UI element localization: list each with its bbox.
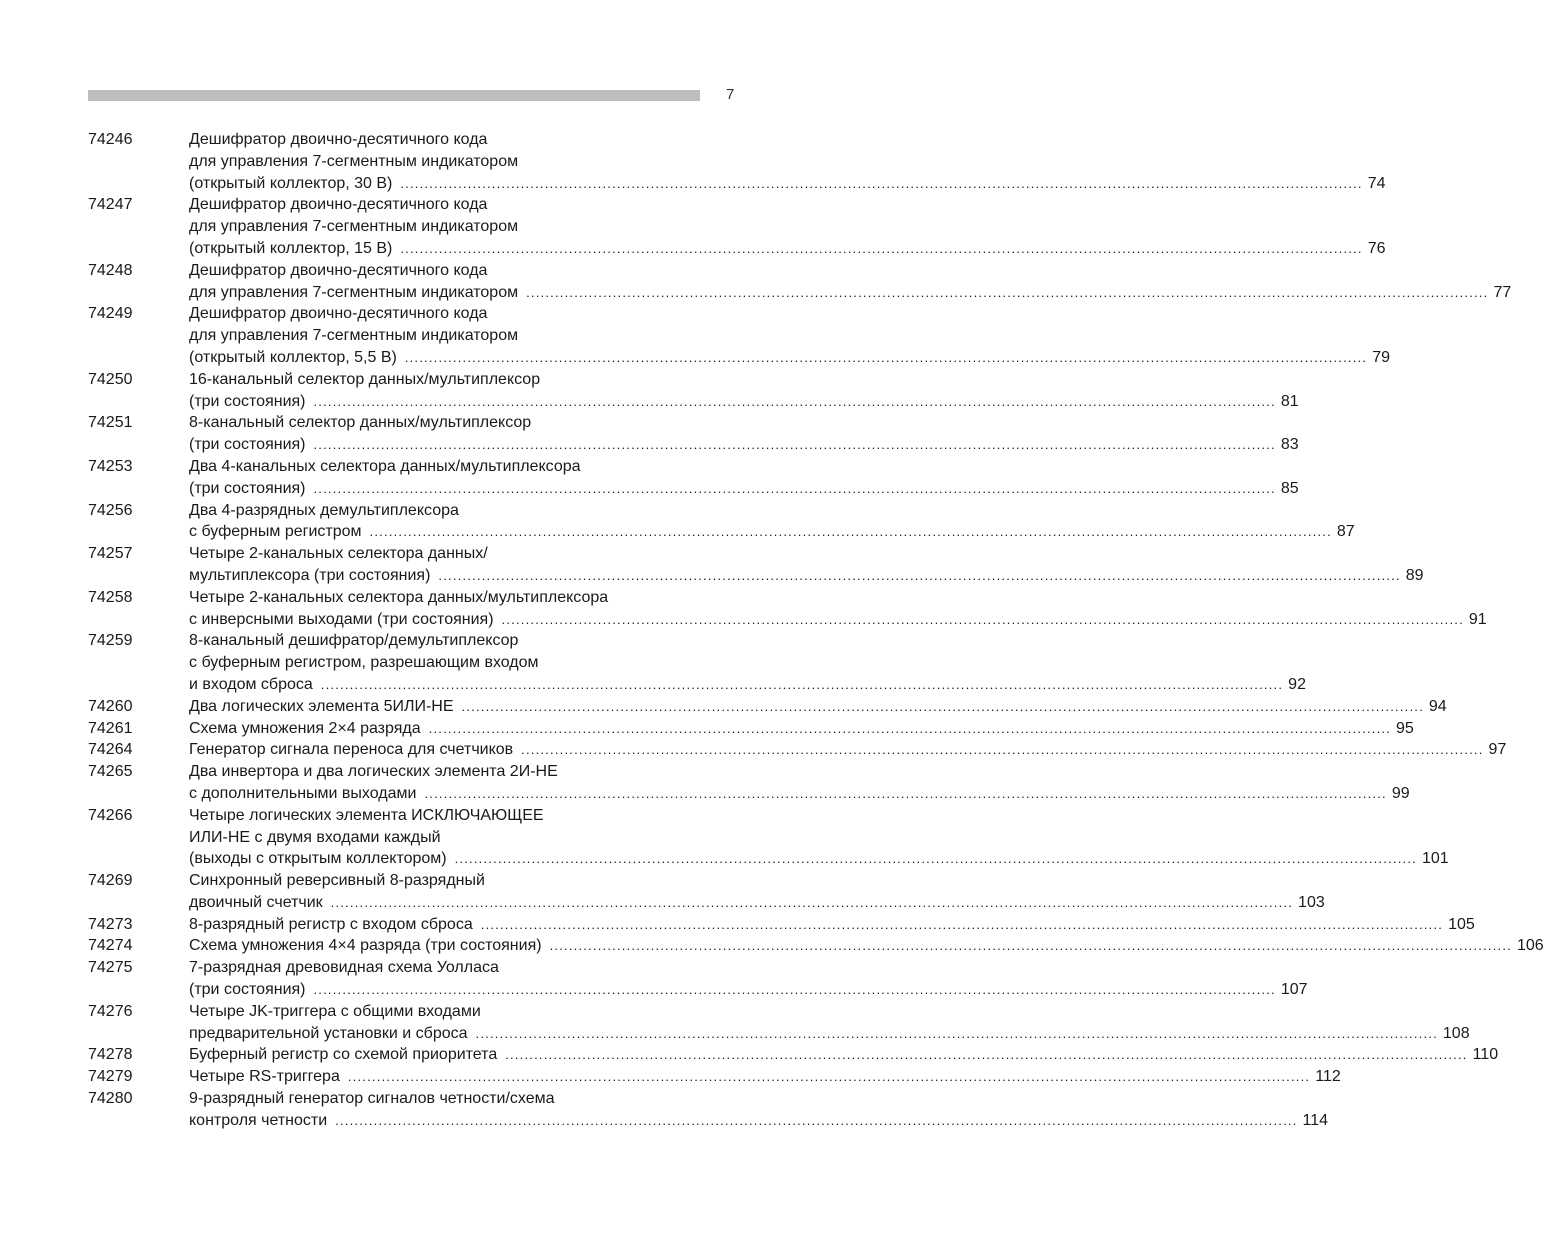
- toc-entry-title: [189, 761, 1410, 805]
- toc-entry-title: [189, 260, 1511, 304]
- dot-leader: [429, 718, 1391, 740]
- toc-entry-page-number: 105: [1448, 915, 1475, 933]
- toc-entry-leader-line: [189, 565, 1424, 587]
- toc-entry-title-line: Дешифратор двоично-десятичного кода: [189, 305, 488, 323]
- toc-entry-code: 74253: [88, 457, 133, 475]
- toc-entry-leader-line: [189, 935, 1544, 957]
- toc-entry-code: 74259: [88, 632, 133, 650]
- toc-entry-code: 74273: [88, 915, 133, 933]
- dot-leader: [505, 1044, 1467, 1066]
- dot-leader: [476, 1023, 1438, 1045]
- dot-leader: [455, 848, 1417, 870]
- toc-entry-title: [189, 500, 1355, 544]
- toc-entry-title-line: Четыре 2-канальных селектора данных/: [189, 545, 488, 563]
- toc-entry-title-line: 8-канальный дешифратор/демультиплексор: [189, 632, 519, 650]
- toc-entry-code: 74260: [88, 697, 133, 715]
- toc-entry-code: 74251: [88, 414, 133, 432]
- dot-leader: [405, 347, 1367, 369]
- toc-entry-code: 74264: [88, 741, 133, 759]
- toc-entry-title: [189, 194, 1386, 259]
- toc-entry-title-line: Четыре JK-триггера с общими входами: [189, 1002, 481, 1020]
- toc-entry-title-line: 8-канальный селектор данных/мультиплексор: [189, 414, 532, 432]
- toc-entry-title: [189, 957, 1308, 1001]
- toc-entry: [88, 630, 1306, 695]
- dot-leader: [462, 696, 1424, 718]
- toc-entry-page-number: 101: [1422, 850, 1449, 868]
- toc-entry-page-number: 92: [1288, 675, 1306, 693]
- toc-entry-title: [189, 456, 1299, 500]
- toc-entry-title-line: для управления 7-сегментным индикатором: [189, 152, 519, 170]
- toc-entry-title-line: Четыре логических элемента ИСКЛЮЧАЮЩЕЕ: [189, 806, 544, 824]
- dot-leader: [314, 979, 1276, 1001]
- toc-entry-title: [189, 303, 1390, 368]
- toc-entry: [88, 129, 1386, 194]
- toc-entry-title-line: (три состояния): [189, 479, 306, 497]
- toc-entry: [88, 1044, 1499, 1066]
- dot-leader: [400, 173, 1362, 195]
- toc-entry-page-number: 95: [1396, 719, 1414, 737]
- toc-entry-page-number: 114: [1302, 1111, 1329, 1129]
- dot-leader: [314, 391, 1276, 413]
- dot-leader: [438, 565, 1400, 587]
- dot-leader: [331, 892, 1293, 914]
- toc-entry-code: 74257: [88, 545, 133, 563]
- toc-entry: [88, 935, 1544, 957]
- toc-entry-title-line: (три состояния): [189, 392, 306, 410]
- toc-entry-code: 74274: [88, 937, 133, 955]
- toc-entry-leader-line: [189, 238, 1386, 260]
- toc-entry-title: [189, 129, 1386, 194]
- toc-entry-page-number: 106: [1516, 937, 1544, 955]
- toc-entry-title-line: Дешифратор двоично-десятичного кода: [189, 196, 488, 214]
- toc-entry-leader-line: [189, 892, 1325, 914]
- toc-entry-title-line: мультиплексора (три состояния): [189, 566, 431, 584]
- toc-entry-title-line: с буферным регистром: [189, 523, 362, 541]
- toc-entry-page-number: 76: [1367, 239, 1386, 257]
- toc-entry-title: [189, 805, 1449, 870]
- toc-entry-leader-line: [189, 674, 1306, 696]
- toc-entry: [88, 456, 1299, 500]
- toc-entry-title-line: для управления 7-сегментным индикатором: [189, 218, 519, 236]
- toc-entry: [88, 957, 1308, 1001]
- toc-entry-title: [189, 696, 1447, 718]
- toc-entry-title-line: для управления 7-сегментным индикатором: [189, 283, 519, 301]
- toc-entry-leader-line: [189, 1044, 1498, 1066]
- toc-entry-leader-line: [189, 1066, 1341, 1088]
- toc-entry-leader-line: [189, 391, 1299, 413]
- toc-entry: [88, 260, 1512, 304]
- toc-entry-title: [189, 630, 1306, 695]
- toc-entry-page-number: 110: [1472, 1046, 1499, 1064]
- dot-leader: [424, 783, 1386, 805]
- toc-entry-title: [189, 587, 1487, 631]
- toc-entry: [88, 412, 1299, 456]
- toc-entry: [88, 369, 1299, 413]
- toc-entry-title: [189, 369, 1299, 413]
- toc-entry: [88, 739, 1507, 761]
- toc-entry-title: [189, 1066, 1341, 1088]
- header-rule: [88, 90, 700, 101]
- toc-entry-title: [189, 870, 1325, 914]
- toc-entry-page-number: 99: [1391, 784, 1410, 802]
- toc-entry-code: 74266: [88, 806, 133, 824]
- toc-entry-code: 74269: [88, 872, 133, 890]
- toc-entry-title-line: (открытый коллектор, 5,5 В): [189, 348, 397, 366]
- toc-entry-page-number: 107: [1280, 981, 1308, 999]
- toc-entry-title-line: Дешифратор двоично-десятичного кода: [189, 131, 488, 148]
- toc-entry: [88, 303, 1390, 368]
- toc-entry-page-number: 97: [1488, 741, 1507, 759]
- page-number: 7: [726, 86, 735, 103]
- toc-entry-title-line: Синхронный реверсивный 8-разрядный: [189, 872, 485, 890]
- toc-entry: [88, 194, 1386, 259]
- toc-entry-leader-line: [189, 609, 1487, 631]
- toc-entry-title-line: Схема умножения 2×4 разряда: [189, 719, 421, 737]
- toc-entry-title: [189, 935, 1544, 957]
- toc-entry-page-number: 103: [1298, 893, 1325, 911]
- toc-entry-title-line: двоичный счетчик: [189, 893, 323, 911]
- toc-entry-leader-line: [189, 718, 1414, 740]
- toc-entry-title-line: (выходы с открытым коллектором): [189, 850, 447, 868]
- toc-entry-leader-line: [189, 848, 1449, 870]
- toc-entry: [88, 761, 1410, 805]
- toc-entry-page-number: 83: [1280, 436, 1299, 454]
- dot-leader: [321, 674, 1283, 696]
- toc-entry-title-line: и входом сброса: [189, 675, 313, 693]
- toc-entry-leader-line: [189, 696, 1447, 718]
- toc-entry-title-line: 9-разрядный генератор сигналов четности/схема: [189, 1090, 555, 1108]
- dot-leader: [502, 609, 1464, 631]
- toc-entry: [88, 718, 1414, 740]
- toc-entry-title: [189, 914, 1475, 936]
- toc-entry-title-line: с буферным регистром, разрешающим входом: [189, 654, 539, 672]
- toc-entry-title-line: Четыре 2-канальных селектора данных/мультиплексора: [189, 588, 609, 606]
- toc-entry-page-number: 81: [1280, 392, 1299, 410]
- dot-leader: [314, 434, 1276, 456]
- toc-entry-code: 74279: [88, 1068, 133, 1086]
- toc-entry-code: 74275: [88, 959, 133, 977]
- toc-entry-page-number: 85: [1280, 479, 1299, 497]
- toc-entry: [88, 543, 1424, 587]
- toc-entry-title-line: 7-разрядная древовидная схема Уолласа: [189, 959, 499, 977]
- toc-entry-title-line: Четыре RS-триггера: [189, 1068, 340, 1086]
- toc-entry-page-number: 79: [1372, 348, 1390, 366]
- toc-entry: [88, 870, 1325, 914]
- toc-entry-page-number: 77: [1493, 283, 1512, 301]
- toc-entry: [88, 805, 1449, 870]
- toc-entry-leader-line: [189, 739, 1506, 761]
- toc-entry-leader-line: [189, 1023, 1470, 1045]
- toc-entry-title-line: ИЛИ-НЕ с двумя входами каждый: [189, 828, 441, 846]
- toc-entry-leader-line: [189, 914, 1475, 936]
- toc-entry-title: [189, 1044, 1498, 1066]
- toc-entry-page-number: 91: [1468, 610, 1487, 628]
- toc-entry-leader-line: [189, 347, 1390, 369]
- toc-entry: [88, 587, 1487, 631]
- toc-entry-code: 74276: [88, 1002, 133, 1020]
- dot-leader: [521, 739, 1483, 761]
- toc-entry-page-number: 89: [1405, 566, 1424, 584]
- toc-entry-page-number: 108: [1442, 1024, 1470, 1042]
- toc-entry-title-line: с инверсными выходами (три состояния): [189, 610, 494, 628]
- toc-entry-leader-line: [189, 282, 1511, 304]
- toc-entry-title-line: Генератор сигнала переноса для счетчиков: [189, 741, 514, 759]
- toc-entry-title: [189, 718, 1414, 740]
- toc-entry: [88, 500, 1355, 544]
- toc-entry-code: 74256: [88, 501, 133, 519]
- toc-entry-title-line: 8-разрядный регистр с входом сброса: [189, 915, 473, 933]
- dot-leader: [370, 521, 1332, 543]
- toc-entry-title-line: Два 4-разрядных демультиплексора: [189, 501, 459, 519]
- toc-entry-code: 74280: [88, 1090, 133, 1108]
- toc-entry-title-line: Буферный регистр со схемой приоритета: [189, 1046, 498, 1064]
- toc-entry-title-line: (три состояния): [189, 436, 306, 454]
- toc-entry-code: 74265: [88, 763, 133, 781]
- toc-entry: [88, 1066, 1341, 1088]
- toc-entry-title-line: Два 4-канальных селектора данных/мультиплексора: [189, 457, 581, 475]
- toc-entry-code: 74247: [88, 196, 133, 214]
- toc-entry: [88, 1088, 1329, 1132]
- toc-entry-title: [189, 1001, 1470, 1045]
- toc-entry-code: 74278: [88, 1046, 133, 1064]
- toc-entry-leader-line: [189, 521, 1355, 543]
- toc-entry: [88, 1001, 1470, 1045]
- toc-entry-title-line: Два инвертора и два логических элемента 2И-НЕ: [189, 763, 558, 781]
- toc-entry-leader-line: [189, 478, 1299, 500]
- toc-entry-page-number: 112: [1315, 1068, 1341, 1086]
- toc-entry-leader-line: [189, 173, 1386, 195]
- dot-leader: [481, 914, 1443, 936]
- toc-entry-code: 74261: [88, 719, 133, 737]
- toc-entry-title-line: Схема умножения 4×4 разряда (три состояния): [189, 937, 542, 955]
- toc-entry-title: [189, 1088, 1328, 1132]
- toc-entry-title: [189, 739, 1506, 761]
- toc-entry-page-number: 74: [1367, 174, 1386, 192]
- toc-entry-title: [189, 412, 1299, 456]
- table-of-contents: [88, 129, 1544, 1132]
- toc-entry-leader-line: [189, 979, 1308, 1001]
- toc-entry: [88, 696, 1447, 718]
- toc-entry: [88, 914, 1475, 936]
- toc-entry-leader-line: [189, 783, 1410, 805]
- dot-leader: [526, 282, 1488, 304]
- toc-entry-title-line: предварительной установки и сброса: [189, 1024, 468, 1042]
- toc-entry-title-line: контроля четности: [189, 1111, 328, 1129]
- toc-entry-code: 74248: [88, 261, 133, 279]
- toc-entry-code: 74258: [88, 588, 133, 606]
- dot-leader: [314, 478, 1276, 500]
- toc-entry-leader-line: [189, 1110, 1328, 1132]
- toc-entry-title-line: (открытый коллектор, 15 В): [189, 239, 393, 257]
- toc-entry-page-number: 87: [1336, 523, 1355, 541]
- toc-entry-title-line: (открытый коллектор, 30 В): [189, 174, 393, 192]
- toc-entry-title-line: (три состояния): [189, 981, 306, 999]
- dot-leader: [348, 1066, 1310, 1088]
- toc-entry-code: 74249: [88, 305, 133, 323]
- toc-entry-title-line: Дешифратор двоично-десятичного кода: [189, 261, 488, 279]
- toc-entry-title-line: для управления 7-сегментным индикатором: [189, 327, 519, 345]
- toc-entry-title-line: 16-канальный селектор данных/мультиплексор: [189, 370, 541, 388]
- toc-entry-title-line: с дополнительными выходами: [189, 784, 417, 802]
- dot-leader: [335, 1110, 1297, 1132]
- toc-entry-leader-line: [189, 434, 1299, 456]
- toc-entry-code: 74246: [88, 131, 133, 148]
- toc-entry-code: 74250: [88, 370, 133, 388]
- dot-leader: [400, 238, 1362, 260]
- toc-entry-title: [189, 543, 1424, 587]
- toc-entry-page-number: 94: [1428, 697, 1447, 715]
- toc-entry-title-line: Два логических элемента 5ИЛИ-НЕ: [189, 697, 454, 715]
- dot-leader: [550, 935, 1512, 957]
